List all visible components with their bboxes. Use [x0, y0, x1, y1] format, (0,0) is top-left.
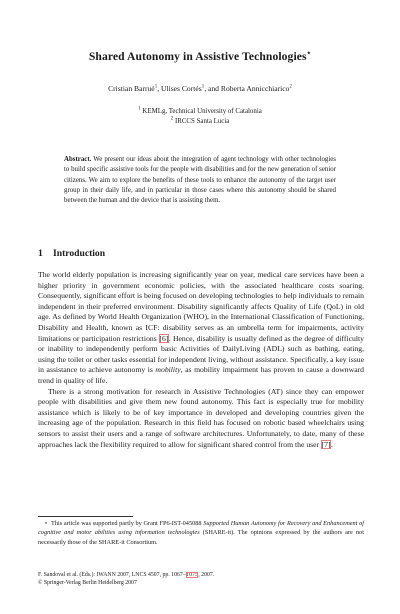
page-range-link[interactable]: 1075 — [186, 572, 198, 578]
section-number: 1 — [38, 248, 43, 259]
footnote-text: This article was supported partly by Grant FP6-IST-045088 — [51, 520, 204, 527]
author-affiliation-mark: 2 — [289, 84, 292, 90]
paragraph — [38, 387, 364, 451]
footnote-mark: ⋆ — [44, 520, 48, 527]
author-name: Ulises Cortés — [160, 84, 202, 93]
imprint-line — [38, 571, 364, 579]
body-text — [38, 270, 364, 450]
affiliation-mark: 1 — [138, 106, 141, 112]
section-heading — [38, 248, 105, 259]
affiliation-text: KEMLg, Technical University of Catalonia — [142, 108, 262, 115]
footnote — [38, 519, 364, 547]
emphasis-text: mobility — [155, 365, 181, 375]
author-separator: , and — [204, 84, 221, 93]
author-name: Roberta Annicchiarico — [220, 84, 290, 93]
affiliation-mark: 2 — [170, 116, 174, 122]
abstract — [64, 155, 336, 207]
footnote-emphasis: Supported Human Autonomy for Recovery and Enhancement of cognitive and motor abilities using information technologies — [38, 520, 364, 537]
citation-link[interactable]: [6] — [159, 333, 169, 343]
copyright-line: © Springer-Verlag Berlin Heidelberg 2007 — [38, 580, 137, 586]
abstract-text: We present our ideas about the integration of agent technology with other technologies to build specific assistive tools for the people with disabilities and for the new generation of senior citizens. We aim to explore the benefits of these tools to enhance the autonomy of the target user group in their daily life, and in particular in those cases where this autonomy should be shared between the human and the device that is assisting them. — [64, 156, 336, 205]
affiliation-line — [20, 107, 380, 117]
author-affiliation-mark: 1 — [154, 84, 158, 90]
imprint-text: , 2007. — [198, 572, 215, 578]
title-text: Shared Autonomy in Assistive Technologies — [88, 50, 307, 63]
author-list — [20, 84, 380, 93]
publication-imprint — [38, 571, 364, 587]
author-affiliation-mark: 1 — [201, 84, 205, 90]
affiliation-text: IRCCS Santa Lucia — [174, 117, 230, 125]
paragraph-text: The world elderly population is increasing significantly year on year, medical care services have been a higher priority in government economic policies, with the associated healthcare costs soaring. Consequently, significant effort is being focused on developing technologies to help individuals to remain independent in their preferred environment. Disability significantly affects Quality of Life (QoL) in old age. As defined by World Health Organization (WHO), in the International Classification of Functioning, Disability and Health, known as ICF: disability serves as an umbrella term for impairments, activity limitations or participation restrictions — [38, 270, 364, 343]
title-footnote-mark[interactable]: ⋆ — [306, 49, 312, 58]
paragraph — [38, 270, 364, 387]
footnote-text: (SHARE-it). The opinions expressed by the authors are not necessarily those of the SHARE-it Consortium. — [38, 529, 364, 546]
author-name: Cristian Barrué — [108, 84, 155, 93]
citation-link[interactable]: [7] — [321, 439, 331, 449]
paper-title — [20, 50, 380, 63]
affiliations — [20, 107, 380, 126]
author-separator: , — [157, 84, 161, 93]
affiliation-line — [20, 117, 380, 127]
paragraph-text: . Hence, disability is usually defined as the degree of difficulty or inability to independently perform basic Activities of DailyLiving (ADL) such as bathing, eating, using the toilet or other tasks essential for independent living, without assistance. Specifically, a key issue in assistance to achieve autonomy is — [38, 333, 364, 375]
section-title: Introduction — [53, 248, 106, 259]
paragraph-text: , as mobility impairment has proven to cause a downward trend in quality of life. — [38, 365, 365, 385]
abstract-label: Abstract. — [64, 156, 92, 163]
paragraph-text: . — [331, 439, 333, 449]
footnote-divider — [38, 516, 133, 517]
paragraph-text: There is a strong motivation for research in Assistive Technologies (AT) since they can empower people with disabilities and give them new found autonomy. This fact is especially true for mobility assistance which is likely to be of key importance in developed and developing countries given the increasing age of the population. Research in this field has focused on robotic based wheelchairs using sensors to assist their users and a range of software architectures. Unfortunately, to date, many of these approaches lack the flexibility required to allow for significant shared control from the user — [38, 386, 364, 449]
imprint-text: F. Sandoval et al. (Eds.): IWANN 2007, LNCS 4507, pp. 1067– — [38, 572, 186, 578]
